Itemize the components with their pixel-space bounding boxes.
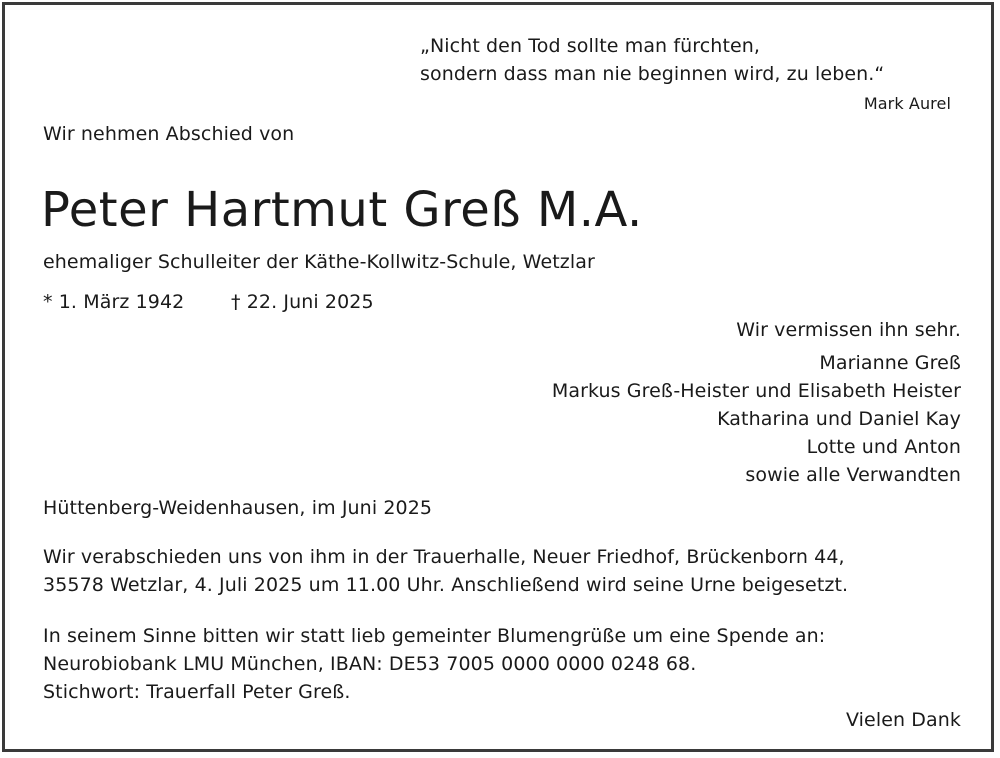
ceremony-line-1: Wir verabschieden uns von ihm in der Trauerhalle, Neuer Friedhof, Brückenborn 44,: [43, 546, 845, 568]
miss-line: Wir vermissen ihn sehr.: [736, 319, 961, 341]
quote-author: Mark Aurel: [863, 94, 951, 113]
death-date: † 22. Juni 2025: [231, 291, 374, 313]
donation-line-3: Stichwort: Trauerfall Peter Greß.: [43, 681, 351, 703]
mourner-name: Markus Greß-Heister und Elisabeth Heister: [551, 380, 961, 402]
place-date: Hüttenberg-Weidenhausen, im Juni 2025: [43, 497, 433, 519]
intro-text: Wir nehmen Abschied von: [43, 123, 295, 145]
mourner-name: Katharina und Daniel Kay: [717, 408, 961, 430]
donation-line-2: Neurobiobank LMU München, IBAN: DE53 7005 0000 0000 0248 68.: [43, 653, 697, 675]
quote-line-1: „Nicht den Tod sollte man fürchten,: [420, 35, 761, 57]
donation-line-1: In seinem Sinne bitten wir statt lieb gemeinter Blumengrüße um eine Spende an:: [43, 625, 826, 647]
deceased-name: Peter Hartmut Greß M.A.: [41, 182, 643, 238]
obituary-notice: [2, 2, 994, 752]
ceremony-line-2: 35578 Wetzlar, 4. Juli 2025 um 11.00 Uhr. Anschließend wird seine Urne beigesetzt.: [43, 574, 849, 596]
quote-line-2: sondern dass man nie beginnen wird, zu leben.“: [420, 63, 885, 85]
deceased-role: ehemaliger Schulleiter der Käthe-Kollwitz-Schule, Wetzlar: [43, 251, 595, 273]
mourner-name: Marianne Greß: [819, 352, 961, 374]
mourner-name: Lotte und Anton: [806, 436, 961, 458]
mourner-name: sowie alle Verwandten: [745, 464, 961, 486]
thanks-text: Vielen Dank: [845, 709, 961, 731]
birth-date: * 1. März 1942: [43, 291, 185, 313]
